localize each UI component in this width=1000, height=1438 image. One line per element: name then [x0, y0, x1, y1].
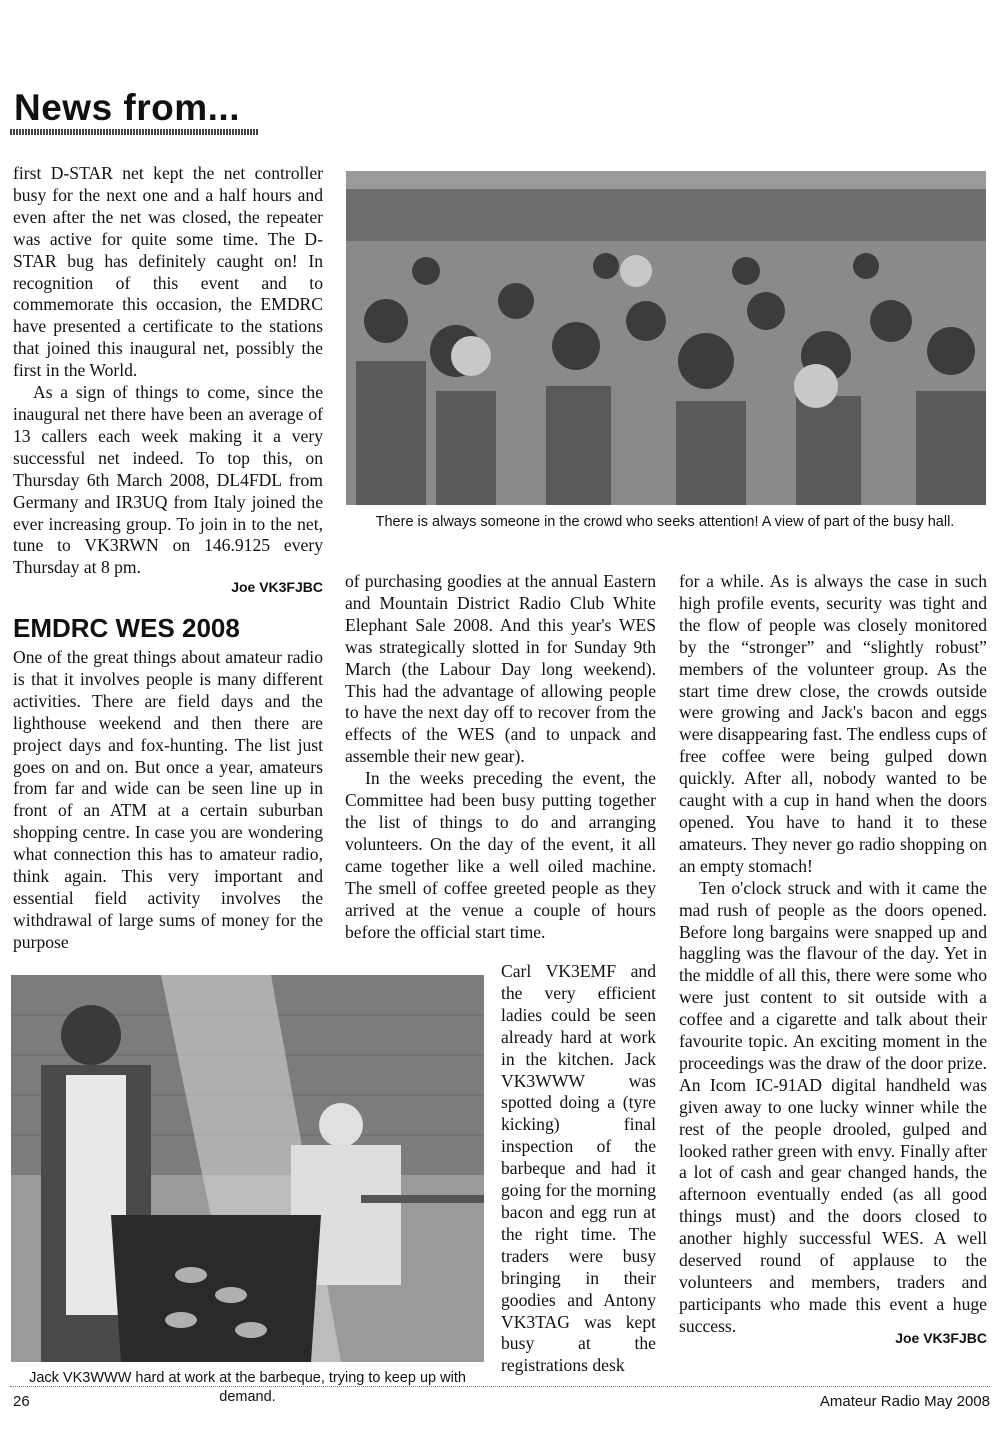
- article-byline: Joe VK3FJBC: [895, 1330, 987, 1346]
- barbeque-photo-caption: Jack VK3WWW hard at work at the barbeque, trying to keep up with demand.: [29, 1370, 466, 1405]
- intro-paragraph: As a sign of things to come, since the inaugural net there have been an average of 13 callers each week making it a very successful net indeed. To top this, on Thursday 6th March 2008, DL4FDL from Germany and IR3UQ from Italy joined the ever increasing group. To join in to the net, tune to VK3RWN on 146.9125 every Thursday at 8 pm.: [13, 382, 323, 578]
- publication-name: Amateur Radio May 2008: [819, 1393, 990, 1410]
- article-column-3: [679, 571, 987, 1338]
- page-title: News from...: [14, 87, 240, 128]
- footer-rule: [10, 1386, 990, 1387]
- article-paragraph: Carl VK3EMF and the very efficient ladies could be seen already hard at work in the kitchen. Jack VK3WWW was spotted doing a (tyre kicking) final inspection of the barbeque and had it going for the morning bacon and egg run at the right time. The traders were busy bringing in their goodies and Antony VK3TAG was kept busy at the registrations desk: [501, 961, 656, 1376]
- intro-text: [13, 163, 323, 579]
- article-paragraph: of purchasing goodies at the annual Eastern and Mountain District Radio Club White Elephant Sale 2008. And this year's WES was strategically slotted in for Sunday 9th March (the Labour Day long weekend). This had the advantage of allowing people to have the next day off to recover from the effects of the WES (and to unpack and assemble their new gear).: [345, 571, 656, 767]
- article-column-2-narrow: [501, 961, 656, 1377]
- title-underline: [10, 129, 258, 135]
- barbeque-photo-image: [11, 975, 484, 1362]
- article-column-1: [13, 647, 323, 954]
- article-paragraph: Ten o'clock struck and with it came the mad rush of people as the doors opened. Before long bargains were snapped up and haggling was the flavour of the day. Yet in the middle of all this, there were some who were just content to sit outside with a coffee and a cigarette and talk about their favourite topic. An exciting moment in the proceedings was the draw of the door prize. An Icom IC-91AD digital handheld was given away to one lucky winner while the rest of the people drooled, gulped and looked rather green with envy. Finally after a lot of cash and gear changed hands, the afternoon eventually ended (as all good things must) and the doors closed to another highly successful WES. A well deserved round of applause to the volunteers and members, traders and participants who made this event a huge success.: [679, 877, 987, 1336]
- article-title: EMDRC WES 2008: [13, 613, 240, 643]
- crowd-photo-image: [346, 171, 986, 505]
- crowd-photo: [346, 171, 986, 505]
- barbeque-photo: [11, 975, 484, 1362]
- article-column-2: [345, 571, 656, 943]
- article-paragraph: In the weeks preceding the event, the Committee had been busy putting together the list of things to do and arranging volunteers. On the day of the event, it all came together like a well oiled machine. The smell of coffee greeted people as they arrived at the venue a couple of hours before the official start time.: [345, 768, 656, 942]
- intro-paragraph: first D-STAR net kept the net controller busy for the next one and a half hours and even after the net was closed, the repeater was active for quite some time. The D-STAR bug has definitely caught on! In recognition of this event and to commemorate this occasion, the EMDRC have presented a certificate to the stations that joined this inaugural net, possibly the first in the World.: [13, 163, 323, 381]
- intro-byline: Joe VK3FJBC: [231, 579, 323, 595]
- header-band: [10, 84, 258, 136]
- article-paragraph: One of the great things about amateur radio is that it involves people is many different activities. There are field days and the lighthouse weekend and then there are project days and fox-hunting. The list just goes on and on. But once a year, amateurs from far and wide can be seen line up in front of an ATM at a certain suburban shopping centre. In case you are wondering what connection this has to amateur radio, think again. This very important and essential field activity involves the withdrawal of large sums of money for the purpose: [13, 647, 323, 952]
- crowd-photo-caption: There is always someone in the crowd who seeks attention! A view of part of the busy hall.: [375, 514, 955, 530]
- article-paragraph: for a while. As is always the case in such high profile events, security was tight and the flow of people was closely monitored by the “stronger” and “slightly robust” members of the volunteer group. As the start time drew close, the crowds outside were growing and Jack's bacon and eggs were disappearing fast. The endless cups of free coffee were being gulped down quickly. After all, nobody wanted to be caught with a cup in hand when the doors opened. You have to hand it to these amateurs. They never go radio shopping on an empty stomach!: [679, 571, 987, 876]
- page-number: 26: [13, 1393, 30, 1410]
